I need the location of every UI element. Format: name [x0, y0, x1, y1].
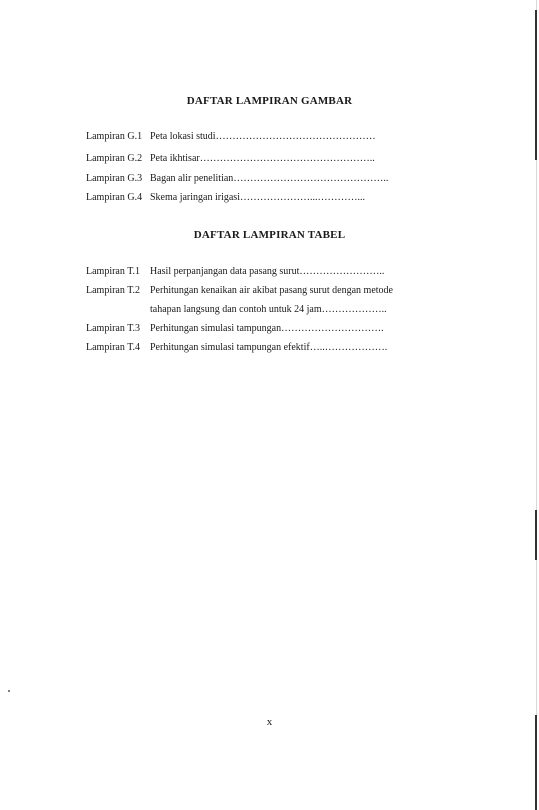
entry-leader-dots: ………………………….: [281, 323, 384, 334]
table-entry-t2: [86, 285, 393, 297]
figure-entry-g2: [86, 153, 375, 165]
page-number: x: [266, 716, 273, 728]
entry-leader-dots: ………………………………………..: [233, 173, 389, 184]
entry-title: Skema jaringan irigasi: [150, 192, 240, 203]
entry-title: Perhitungan simulasi tampungan: [150, 323, 282, 334]
entry-label: Lampiran T.1: [86, 266, 141, 277]
tables-heading: DAFTAR LAMPIRAN TABEL: [193, 229, 346, 241]
entry-title: Perhitungan simulasi tampungan efektif: [150, 342, 310, 353]
entry-title: Hasil perpanjangan data pasang surut: [150, 266, 300, 277]
entry-title: Peta lokasi studi: [150, 131, 216, 142]
entry-label: Lampiran T.3: [86, 323, 141, 334]
entry-title-continuation: tahapan langsung dan contoh untuk 24 jam: [150, 304, 322, 315]
table-entry-t2-continuation: [150, 304, 387, 316]
figure-entry-g1: [86, 131, 376, 143]
entry-label: Lampiran T.4: [86, 342, 141, 353]
table-entry-t1: [86, 266, 384, 278]
entry-label: Lampiran G.4: [86, 192, 143, 203]
entry-title: Bagan alir penelitian: [150, 173, 234, 184]
entry-leader-dots: …..……………….: [309, 342, 388, 353]
figure-entry-g3: [86, 173, 388, 185]
entry-leader-dots: ……………………..: [299, 266, 385, 277]
entry-label: Lampiran G.2: [86, 153, 143, 164]
entry-leader-dots: ………………..: [321, 304, 387, 315]
entry-leader-dots: …………………...…………...: [239, 192, 365, 203]
figures-heading: DAFTAR LAMPIRAN GAMBAR: [186, 95, 353, 107]
entry-title: Peta ikhtisar: [150, 153, 200, 164]
table-entry-t3: [86, 323, 384, 335]
table-entry-t4: [86, 342, 387, 354]
entry-leader-dots: ……………………………………………..: [199, 153, 375, 164]
entry-label: Lampiran G.3: [86, 173, 143, 184]
entry-title: Perhitungan kenaikan air akibat pasang surut dengan metode: [150, 285, 393, 296]
entry-label: Lampiran G.1: [86, 131, 143, 142]
page-edge-mark: [535, 10, 537, 160]
entry-leader-dots: …………………………………………: [215, 131, 376, 142]
scan-speck: [8, 690, 10, 692]
entry-label: Lampiran T.2: [86, 285, 141, 296]
page-edge-mark: [535, 715, 537, 810]
page-edge-mark: [535, 510, 537, 560]
figure-entry-g4: [86, 192, 365, 204]
